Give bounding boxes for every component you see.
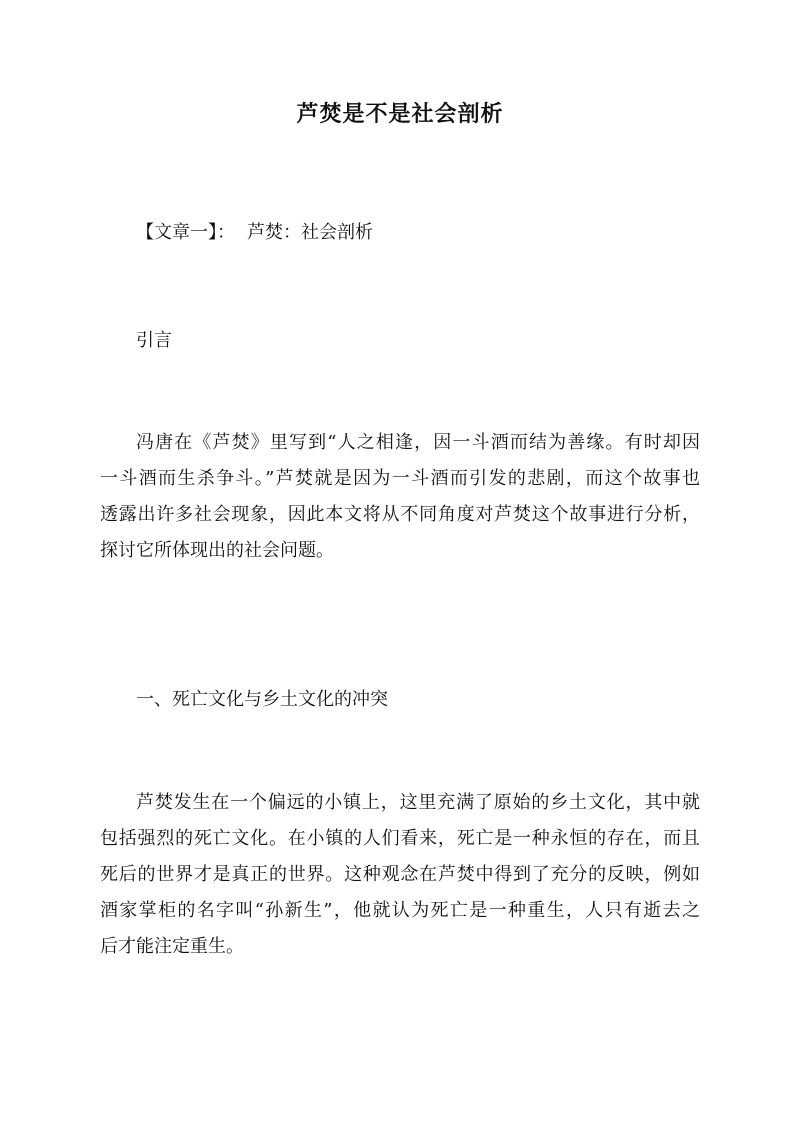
- paragraph-line: 芦焚发生在一个偏远的小镇上，这里充满了原始的乡土文化，其中就: [136, 792, 700, 813]
- article-label: 【文章一】：: [136, 222, 235, 243]
- paragraph-line: 冯唐在《芦焚》里写到“人之相逢，因一斗酒而结为善缘。有时却因: [136, 432, 700, 453]
- paragraph-line: 探讨它所体现出的社会问题。: [100, 540, 334, 561]
- paragraph-line: 酒家掌柜的名字叫“孙新生”，他就认为死亡是一种重生，人只有逝去之: [100, 900, 700, 921]
- section-heading: 一、死亡文化与乡土文化的冲突: [136, 689, 388, 710]
- paragraph-line: 后才能注定重生。: [100, 936, 244, 957]
- article-title: 芦焚：社会剖析: [247, 222, 373, 243]
- paragraph-line: 包括强烈的死亡文化。在小镇的人们看来，死亡是一种永恒的存在，而且: [100, 828, 700, 849]
- document-title: 芦焚是不是社会剖析: [296, 101, 504, 127]
- article-heading: [100, 218, 373, 244]
- paragraph-line: 一斗酒而生杀争斗。”芦焚就是因为一斗酒而引发的悲剧，而这个故事也: [100, 468, 700, 489]
- intro-paragraph: [100, 425, 700, 569]
- section1-paragraph: [100, 785, 700, 965]
- intro-heading: 引言: [136, 330, 172, 351]
- paragraph-line: 死后的世界才是真正的世界。这种观念在芦焚中得到了充分的反映，例如: [100, 864, 700, 885]
- paragraph-line: 透露出许多社会现象，因此本文将从不同角度对芦焚这个故事进行分析，: [100, 504, 700, 525]
